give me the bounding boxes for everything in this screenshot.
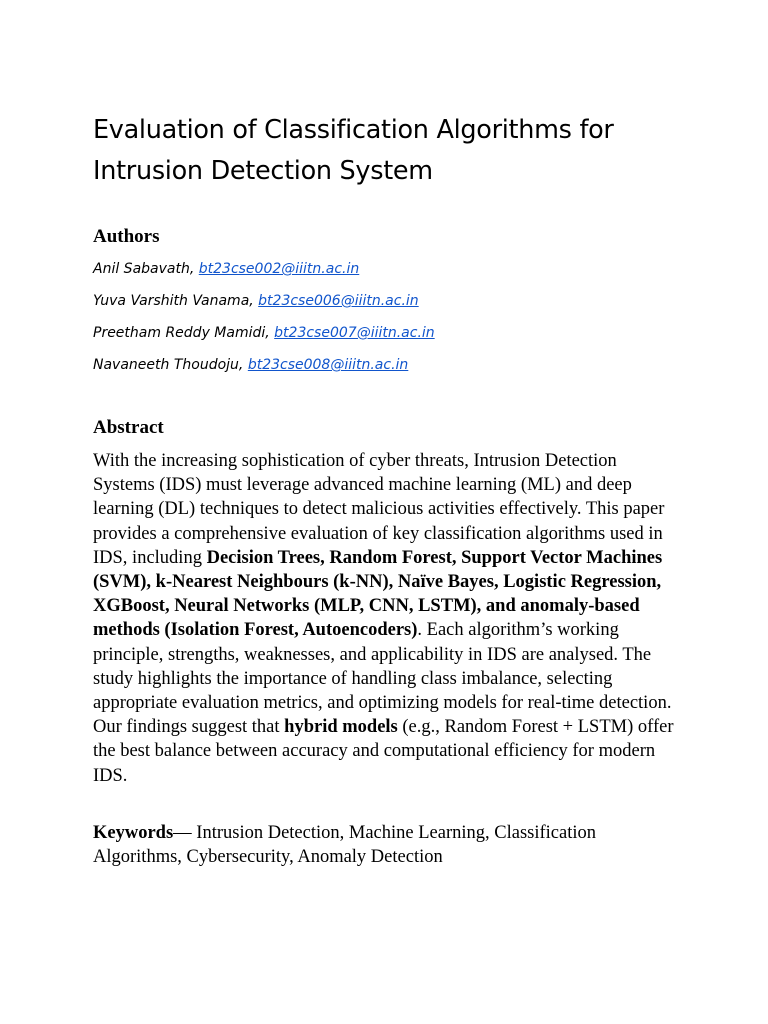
author-email-link[interactable]: bt23cse006@iiitn.ac.in — [258, 293, 419, 309]
author-email-link[interactable]: bt23cse007@iiitn.ac.in — [274, 325, 435, 341]
keywords-text: — Intrusion Detection, Machine Learning, Classification Algorithms, Cybersecurity, Anomaly Detection — [93, 823, 596, 868]
author-line — [93, 356, 408, 374]
author-line — [93, 260, 359, 278]
abstract-heading: Abstract — [93, 417, 164, 438]
abstract-paragraph — [93, 449, 683, 788]
keywords-label: Keywords — [93, 823, 174, 843]
paper-title: Evaluation of Classification Algorithms for Intrusion Detection System — [93, 115, 614, 186]
author-name: Anil Sabavath, — [93, 261, 199, 277]
author-line — [93, 324, 435, 342]
author-line — [93, 292, 419, 310]
abstract-algorithms-bold: Decision Trees, Random Forest, Support Vector Machines (SVM), k-Nearest Neighbours (k-NN), Naïve Bayes, Logistic Regression, XGBoost, Neural Networks (MLP, CNN, LSTM), and anomaly-based methods (Isolation Forest, Autoencoders) — [93, 547, 663, 641]
author-email-link[interactable]: bt23cse008@iiitn.ac.in — [247, 357, 409, 373]
abstract-text: With the increasing sophistication of cyber threats, Intrusion Detection Systems (IDS) must leverage advanced machine learning (ML) and deep learning (DL) techniques to detect malicious activities effectively. This paper provides a comprehensive evaluation of key classification algorithms used in IDS, including — [93, 451, 665, 568]
keywords-paragraph — [93, 821, 683, 869]
abstract-text: . Each algorithm’s working principle, strengths, weaknesses, and applicability in IDS are analysed. The study highlights the importance of handling class imbalance, selecting appropriate evaluation metrics, and optimizing models for real-time detection. Our findings suggest that — [93, 620, 672, 738]
abstract-text: (e.g., Random Forest + LSTM) offer the best balance between accuracy and computational efficiency for modern IDS. — [93, 717, 674, 786]
author-name: Preetham Reddy Mamidi, — [93, 325, 275, 341]
author-name: Yuva Varshith Vanama, — [93, 293, 259, 309]
authors-heading: Authors — [93, 226, 160, 247]
author-name: Navaneeth Thoudoju, — [93, 357, 248, 373]
abstract-hybrid-models-bold: hybrid models — [284, 717, 398, 738]
author-email-link[interactable]: bt23cse002@iiitn.ac.in — [198, 261, 360, 277]
